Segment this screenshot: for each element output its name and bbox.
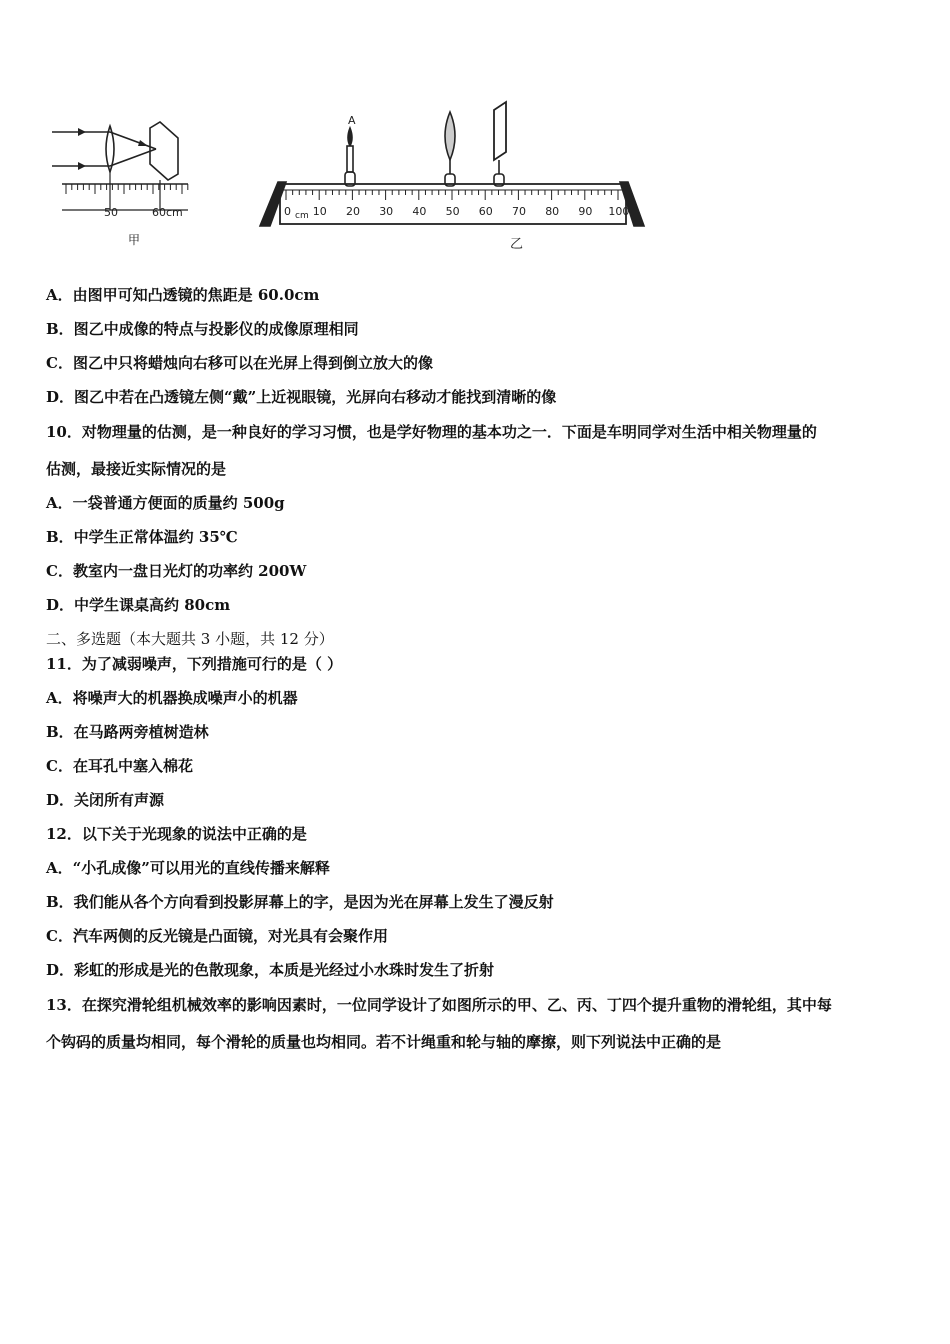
refracted-ray-lower <box>110 149 156 166</box>
bench-scale-label: 10 <box>312 205 327 218</box>
bench-ticks <box>286 190 618 200</box>
fig-jia <box>52 122 188 210</box>
bench-scale-label: 50 <box>445 205 460 218</box>
q11-option-d: D．关闭所有声源 <box>46 791 165 809</box>
q9-option-b: B．图乙中成像的特点与投影仪的成像原理相同 <box>46 320 359 338</box>
q10-option-d: D．中学生课桌高约 80cm <box>46 596 231 614</box>
bench-scale-label: cm <box>295 211 309 221</box>
refracted-arrow-icon <box>138 140 148 146</box>
bench-scale-label: 80 <box>545 205 560 218</box>
optics-figure <box>48 98 648 258</box>
light-screen-yi <box>494 102 506 160</box>
candle-label-a: A <box>348 114 356 127</box>
q10-option-c: C．教室内一盘日光灯的功率约 200W <box>46 562 307 580</box>
ruler-jia-ticks <box>66 184 188 194</box>
ray-arrow-lower-icon <box>78 162 86 170</box>
bench-right-leg <box>620 182 644 226</box>
q9-option-d: D．图乙中若在凸透镜左侧“戴”上近视眼镜，光屏向右移动才能找到清晰的像 <box>46 388 557 406</box>
lens-yi <box>445 112 455 186</box>
q10-stem-line2: 估测，最接近实际情况的是 <box>46 460 227 478</box>
bench-scale-label: 70 <box>512 205 526 218</box>
q12-option-d: D．彩虹的形成是光的色散现象，本质是光经过小水珠时发生了折射 <box>46 961 495 979</box>
q13-stem-line2: 个钩码的质量均相同，每个滑轮的质量也均相同。若不计绳重和轮与轴的摩擦，则下列说法中正确的是 <box>46 1033 722 1051</box>
q12-option-a: A．“小孔成像”可以用光的直线传播来解释 <box>46 859 330 877</box>
q9-option-c: C．图乙中只将蜡烛向右移可以在光屏上得到倒立放大的像 <box>46 354 433 372</box>
q12-option-c: C．汽车两侧的反光镜是凸面镜，对光具有会聚作用 <box>46 927 388 945</box>
q12-stem: 12．以下关于光现象的说法中正确的是 <box>46 825 307 843</box>
q11-option-a: A．将噪声大的机器换成噪声小的机器 <box>46 689 298 707</box>
q12-option-b: B．我们能从各个方向看到投影屏幕上的字，是因为光在屏幕上发生了漫反射 <box>46 893 554 911</box>
bench-scale-labels <box>284 205 629 221</box>
bench-scale-label: 100 <box>608 205 630 218</box>
q11-stem: 11．为了减弱噪声，下列措施可行的是（ ） <box>46 655 343 673</box>
q11-option-b: B．在马路两旁植树造林 <box>46 723 209 741</box>
candle-body <box>347 146 353 172</box>
bench-scale-label: 90 <box>578 205 593 218</box>
bench-left-leg <box>260 182 286 226</box>
caption-jia: 甲 <box>128 233 141 247</box>
q10-stem-line1: 10．对物理量的估测，是一种良好的学习习惯，也是学好物理的基本功之一．下面是车明同学对生活中相关物理量的 <box>46 423 817 441</box>
refracted-ray-upper <box>110 132 156 149</box>
bench-scale-label: 30 <box>379 205 394 218</box>
ruler-jia-label-50: 50 <box>104 206 118 219</box>
q9-option-a: A．由图甲可知凸透镜的焦距是 60.0cm <box>46 286 320 304</box>
caption-yi: 乙 <box>510 237 524 252</box>
bench-scale-label: 20 <box>346 205 360 218</box>
candle <box>345 128 355 186</box>
ray-arrow-upper-icon <box>78 128 86 136</box>
screen-yi <box>494 102 506 186</box>
ruler-jia-label-60cm: 60cm <box>152 206 183 219</box>
q10-option-a: A．一袋普通方便面的质量约 500g <box>46 494 285 512</box>
section-heading-multi-choice: 二、多选题（本大题共 3 小题，共 12 分） <box>46 630 334 648</box>
q13-stem-line1: 13．在探究滑轮组机械效率的影响因素时，一位同学设计了如图所示的甲、乙、丙、丁四个提升重物的滑轮组，其中每 <box>46 996 832 1014</box>
convex-lens-yi <box>445 112 455 160</box>
candle-flame-icon <box>348 128 352 146</box>
bench-scale-label: 40 <box>412 205 427 218</box>
bench-scale-label: 60 <box>478 205 493 218</box>
light-screen-jia <box>150 122 178 180</box>
bench-scale-label: 0 <box>284 205 291 218</box>
q10-option-b: B．中学生正常体温约 35℃ <box>46 528 238 546</box>
q11-option-c: C．在耳孔中塞入棉花 <box>46 757 193 775</box>
